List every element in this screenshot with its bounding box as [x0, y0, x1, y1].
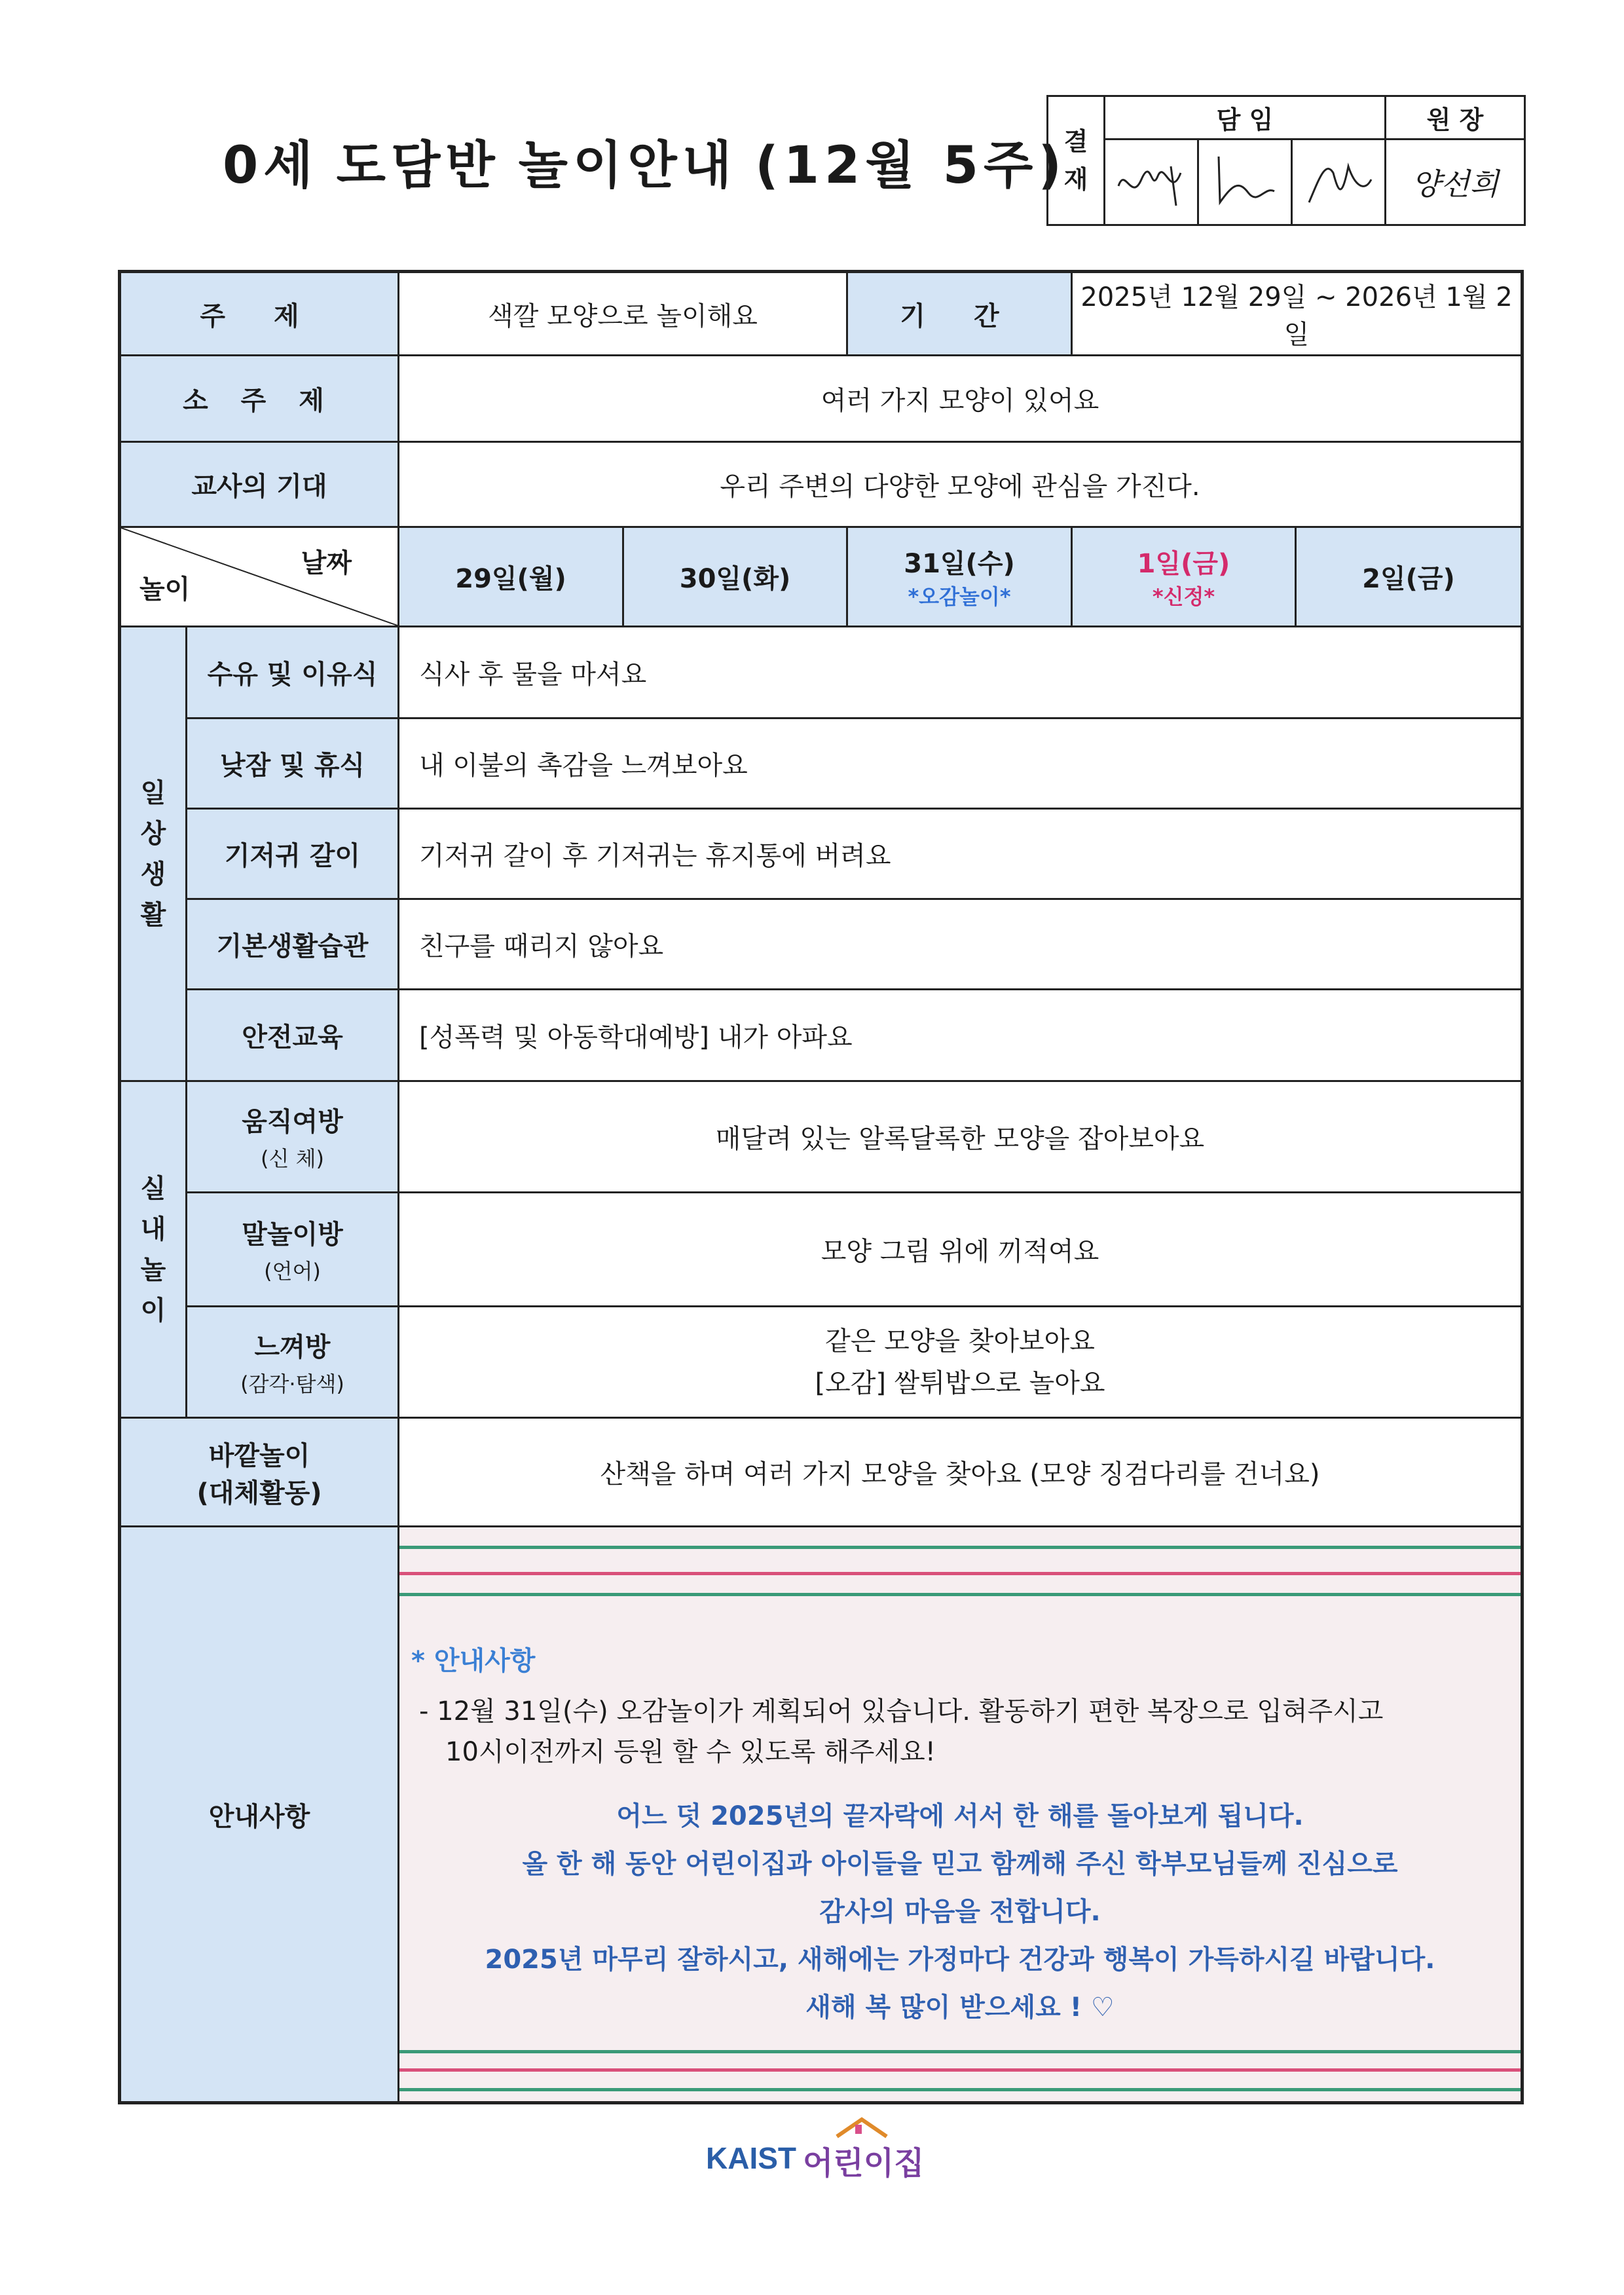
- topic-row: [120, 272, 1522, 356]
- notice-line-1: - 12월 31일(수) 오감놀이가 계획되어 있습니다. 활동하기 편한 복장으로 입혀주시고: [419, 1696, 1384, 1726]
- daily-label-feeding: 수유 및 이유식: [187, 627, 399, 718]
- expect-value: 우리 주변의 다양한 모양에 관심을 가진다.: [399, 442, 1522, 527]
- date-1-label: 1일(금): [1137, 549, 1230, 579]
- daily-row: [120, 990, 1522, 1081]
- indoor-text-movement: 매달려 있는 알록달록한 모양을 잡아보아요: [399, 1081, 1522, 1193]
- date-29: [399, 527, 623, 627]
- greeting-line: 감사의 마음을 전합니다.: [819, 1897, 1101, 1927]
- title-age: 0세: [223, 136, 318, 195]
- expect-label: 교사의 기대: [120, 442, 399, 527]
- daily-text-habit: 친구를 때리지 않아요: [399, 899, 1522, 990]
- indoor-text-language: 모양 그림 위에 끼적여요: [399, 1193, 1522, 1307]
- daily-group-char: 활: [140, 899, 166, 930]
- daily-group-char: 상: [140, 818, 166, 849]
- stripe-bottom-2: [399, 2068, 1521, 2072]
- notice-heading: * 안내사항: [411, 1646, 536, 1676]
- director-header: 원 장: [1386, 96, 1525, 140]
- title-class: 도담반: [336, 136, 500, 195]
- title-word: 놀이안내: [518, 136, 737, 195]
- outdoor-label: [120, 1418, 399, 1527]
- signature-teacher-2: [1198, 140, 1292, 225]
- indoor-label-sense: [187, 1307, 399, 1418]
- kaist-daycare-logo: [706, 2112, 942, 2182]
- logo-brand: KAIST: [706, 2141, 796, 2175]
- new-year-greeting: [399, 1793, 1521, 2032]
- notice-content: [399, 1527, 1522, 2103]
- indoor-label-movement-sub: (신 체): [261, 1146, 324, 1171]
- daily-group-char: 생: [140, 859, 166, 889]
- approval-label-top: 결: [1063, 127, 1088, 156]
- daily-label-nap: 낮잠 및 휴식: [187, 718, 399, 809]
- date-30: [623, 527, 847, 627]
- daily-label-diaper: 기저귀 갈이: [187, 809, 399, 899]
- topic-label: 주 제: [120, 272, 399, 356]
- outdoor-label-main: 바깥놀이: [208, 1440, 310, 1471]
- signature-director-text: 양선희: [1411, 166, 1499, 202]
- daily-row: [120, 809, 1522, 899]
- daily-text-safety: [성폭력 및 아동학대예방] 내가 아파요: [399, 990, 1522, 1081]
- expect-row: [120, 442, 1522, 527]
- greeting-line: 새해 복 많이 받으세요 ! ♡: [805, 1992, 1115, 2023]
- indoor-label-language: [187, 1193, 399, 1307]
- plan-table: [118, 270, 1524, 2104]
- indoor-group-label: [120, 1081, 187, 1418]
- title-week: (12월 5주): [755, 136, 1067, 195]
- indoor-label-language-text: 말놀이방: [242, 1220, 343, 1250]
- stripe-top-2: [399, 1572, 1521, 1575]
- date-play-corner: [120, 527, 399, 627]
- date-2-label: 2일(금): [1362, 564, 1455, 594]
- greeting-line: 2025년 마무리 잘하시고, 새해에는 가정마다 건강과 행복이 가득하시길 바랍니다.: [485, 1945, 1435, 1975]
- daily-row: [120, 899, 1522, 990]
- greeting-line: 어느 덧 2025년의 끝자락에 서서 한 해를 돌아보게 됩니다.: [616, 1801, 1304, 1831]
- indoor-text-sense-line: 같은 모양을 찾아보아요: [825, 1326, 1095, 1356]
- date-row: [120, 527, 1522, 627]
- indoor-label-sense-sub: (감각·탐색): [240, 1371, 344, 1396]
- teacher-header: 담 임: [1105, 96, 1386, 140]
- logo-name: 어린이집: [803, 2145, 925, 2182]
- subtopic-value: 여러 가지 모양이 있어요: [399, 356, 1522, 442]
- signature-teacher-1: [1105, 140, 1198, 225]
- date-label: 날짜: [301, 548, 352, 578]
- indoor-row: [120, 1081, 1522, 1193]
- date-30-label: 30일(화): [679, 564, 791, 594]
- play-label: 놀이: [139, 574, 191, 605]
- date-31-note: *오감놀이*: [908, 584, 1011, 609]
- stripe-top-3: [399, 1593, 1521, 1596]
- stripe-bottom-3: [399, 2088, 1521, 2091]
- signature-teacher-3: [1292, 140, 1386, 225]
- stripe-top-1: [399, 1546, 1521, 1549]
- outdoor-row: [120, 1418, 1522, 1527]
- greeting-line: 올 한 해 동안 어린이집과 아이들을 믿고 함께해 주신 학부모님들께 진심으로: [522, 1849, 1398, 1879]
- indoor-group-char: 이: [140, 1295, 166, 1326]
- daily-label-safety: 안전교육: [187, 990, 399, 1081]
- daily-group-char: 일: [140, 777, 166, 808]
- notice-line-2: 10시이전까지 등원 할 수 있도록 해주세요!: [445, 1737, 936, 1767]
- outdoor-text: 산책을 하며 여러 가지 모양을 찾아요 (모양 징검다리를 건너요): [399, 1418, 1522, 1527]
- indoor-label-movement: [187, 1081, 399, 1193]
- indoor-text-sense: [399, 1307, 1522, 1418]
- daily-text-diaper: 기저귀 갈이 후 기저귀는 휴지통에 버려요: [399, 809, 1522, 899]
- daily-group-label: [120, 627, 187, 1081]
- date-1-note: *신정*: [1152, 584, 1215, 609]
- notice-body: [419, 1691, 1383, 1772]
- topic-value: 색깔 모양으로 놀이해요: [399, 272, 847, 356]
- indoor-label-movement-text: 움직여방: [242, 1107, 343, 1137]
- outdoor-label-sub: (대체활동): [196, 1478, 322, 1508]
- date-29-label: 29일(월): [455, 564, 566, 594]
- date-31: [847, 527, 1072, 627]
- approval-label: [1048, 96, 1105, 225]
- daily-row: [120, 627, 1522, 718]
- indoor-label-language-sub: (언어): [264, 1259, 321, 1284]
- indoor-row: [120, 1307, 1522, 1418]
- period-value: 2025년 12월 29일 ~ 2026년 1월 2일: [1072, 272, 1522, 356]
- indoor-row: [120, 1193, 1522, 1307]
- indoor-group-char: 실: [140, 1173, 166, 1204]
- page-title: [223, 124, 1085, 198]
- daily-label-habit: 기본생활습관: [187, 899, 399, 990]
- approval-label-bottom: 재: [1063, 165, 1088, 194]
- stripe-bottom-1: [399, 2050, 1521, 2053]
- indoor-group-char: 내: [140, 1214, 166, 1244]
- date-1: [1072, 527, 1296, 627]
- indoor-text-sense-line: [오감] 쌀튀밥으로 놀아요: [815, 1368, 1105, 1398]
- subtopic-row: [120, 356, 1522, 442]
- period-label: 기 간: [847, 272, 1072, 356]
- daily-text-feeding: 식사 후 물을 마셔요: [399, 627, 1522, 718]
- notice-label: 안내사항: [120, 1527, 399, 2103]
- approval-box: [1046, 95, 1526, 226]
- notice-row: [120, 1527, 1522, 2103]
- daily-row: [120, 718, 1522, 809]
- indoor-group-char: 놀: [140, 1254, 166, 1285]
- date-2: [1296, 527, 1522, 627]
- daily-text-nap: 내 이불의 촉감을 느껴보아요: [399, 718, 1522, 809]
- signature-director: [1386, 140, 1525, 225]
- indoor-label-sense-text: 느껴방: [254, 1332, 331, 1362]
- subtopic-label: 소 주 제: [120, 356, 399, 442]
- date-31-label: 31일(수): [904, 549, 1015, 579]
